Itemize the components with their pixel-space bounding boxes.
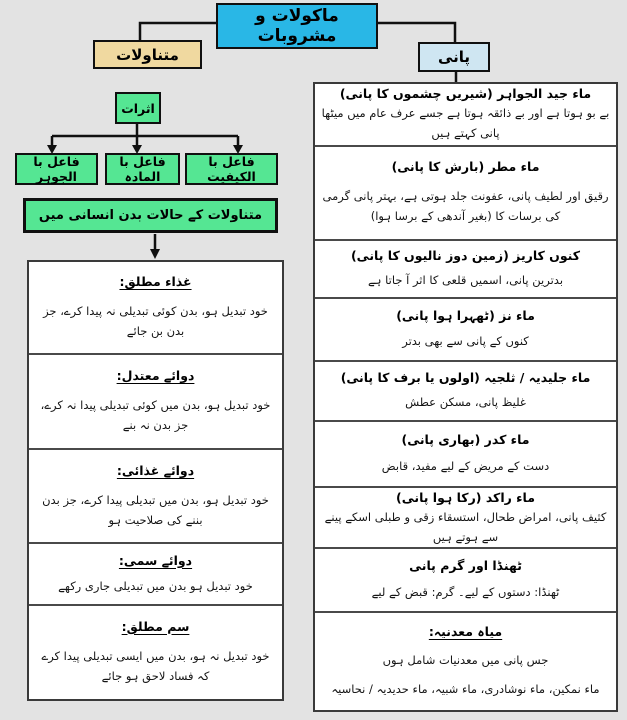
section-body: رقیق اور لطیف پانی، عفونت جلد ہوتی ہے، بہتر پانی گرمی کی برسات کا (بغیر آندھی کے برسا ہوا): [322, 189, 609, 224]
panel-section: [29, 353, 282, 448]
section-body: خود تبدیل ہو، بدن میں تبدیلی پیدا کرے، جز بدن بننے کی صلاحیت ہو: [42, 492, 269, 527]
panel-section: [315, 486, 616, 547]
root-node-label: ماکولات و مشروبات: [255, 6, 339, 46]
effect-node-by-essence: [15, 153, 98, 185]
section-body: خود تبدیل ہو، بدن کوئی تبدیلی نہ پیدا کرے، جز بدن بن جائے: [43, 303, 268, 338]
section-heading: سم مطلق:: [121, 618, 190, 634]
effects-node: [115, 92, 161, 124]
panel-section: [315, 84, 616, 145]
section-body: خود تبدیل ہو، بدن میں کوئی تبدیلی پیدا نہ کرے، جز بدن نہ بنے: [40, 398, 271, 433]
effect-node-by-quality-label: فاعل با الکیفیت: [207, 154, 256, 184]
panel-section: [315, 547, 616, 611]
branch-node-water: [418, 42, 490, 72]
panel-section: [29, 542, 282, 603]
section-body: دست کے مریض کے لیے مفید، قابض: [381, 459, 550, 474]
states-header-bar: [23, 198, 278, 233]
effect-node-by-matter-label: فاعل با المادہ: [119, 154, 166, 184]
section-body: خود تبدیل ہو بدن میں تبدیلی جاری رکھے: [58, 578, 253, 593]
section-heading: دوائے غذائی:: [116, 462, 195, 478]
section-heading: ماء کدر (بھاری پانی): [401, 431, 530, 447]
section-body: خود تبدیل نہ ہو، بدن میں ایسی تبدیلی پیدا کرے کہ فساد لاحق ہو جائے: [41, 649, 270, 684]
section-heading: ماء نز (ٹھہرا ہوا پانی): [396, 307, 535, 323]
branch-node-consumables: [93, 40, 202, 69]
section-note: ماء نمکین، ماء نوشادری، ماء شبیہ، ماء حدیدیہ / نحاسیہ: [331, 681, 600, 696]
panel-section: [315, 145, 616, 239]
section-heading: ماء جید الجواہر (شیریں چشموں کا پانی): [339, 86, 592, 101]
consumables-panel: [27, 260, 284, 701]
states-header-bar-label: متناولات کے حالات بدن انسانی میں: [38, 208, 263, 223]
section-body: ٹھنڈا: دستوں کے لیے۔ گرم: قبض کے لیے: [371, 584, 560, 599]
branch-node-water-label: پانی: [437, 48, 471, 66]
section-heading: ماء راکد (رکا ہوا پانی): [396, 490, 535, 506]
panel-section: [29, 604, 282, 699]
section-heading: میاہ معدنیہ:: [428, 623, 503, 639]
section-body: بدترین پانی، اسمیں قلعی کا اثر آ جاتا ہے: [367, 272, 564, 287]
effect-node-by-matter: [105, 153, 180, 185]
section-heading: دوائے سمی:: [118, 552, 193, 568]
section-body: بے بو ہوتا ہے اور بے ذائقہ ہوتا ہے جسے عرف عام میں میٹھا پانی کہتے ہیں: [321, 105, 610, 140]
panel-section: [315, 297, 616, 361]
panel-section: [315, 360, 616, 420]
branch-node-consumables-label: متناولات: [116, 45, 179, 64]
panel-section: [29, 262, 282, 353]
panel-section: [315, 611, 616, 710]
effects-node-label: اثرات: [121, 100, 155, 116]
section-heading: غذاء مطلق:: [119, 274, 192, 289]
panel-section: [315, 420, 616, 487]
panel-section: [29, 448, 282, 542]
panel-section: [315, 239, 616, 297]
section-heading: دوائے معتدل:: [116, 367, 195, 383]
section-body: کثیف پانی، امراض طحال، استسقاء زقی و طبلی اسکے پینے سے ہوتے ہیں: [324, 510, 607, 545]
section-body: جس پانی میں معدنیات شامل ہوں: [382, 652, 549, 667]
section-heading: ٹھنڈا اور گرم پانی: [409, 557, 522, 573]
section-body: غلیظ پانی، مسکن عطش: [405, 395, 526, 410]
section-heading: ماء جلیدیہ / ثلجیہ (اولوں یا برف کا پانی): [340, 369, 591, 385]
section-body: کنوں کے پانی سے بھی بدتر: [402, 334, 529, 349]
root-node: [216, 3, 378, 49]
section-heading: کنوں کاریز (زمین دوز نالیوں کا پانی): [350, 247, 581, 263]
effect-node-by-quality: [185, 153, 278, 185]
water-panel: [313, 82, 618, 712]
section-heading: ماء مطر (بارش کا پانی): [391, 159, 540, 175]
effect-node-by-essence-label: فاعل با الجوہر: [33, 154, 80, 184]
